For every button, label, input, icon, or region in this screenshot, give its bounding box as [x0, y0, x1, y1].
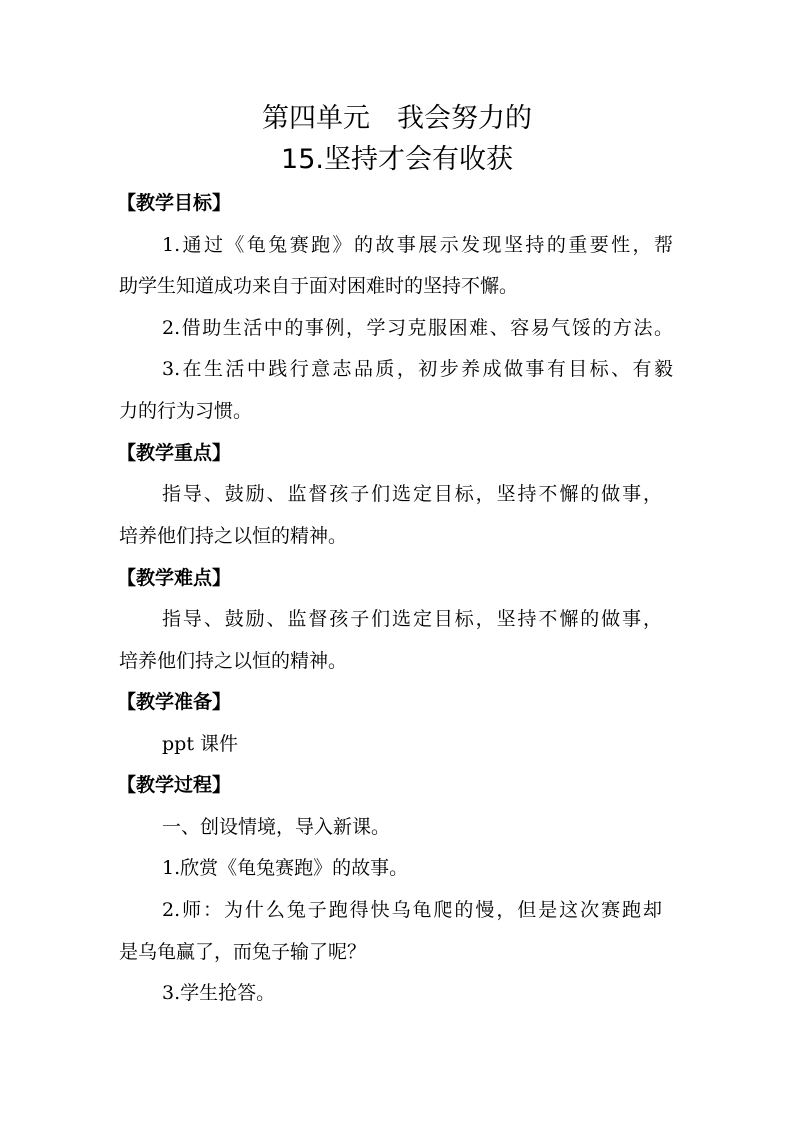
difficulty-line-2: 培养他们持之以恒的精神。 [119, 650, 348, 672]
key-point-line-1: 指导、鼓励、监督孩子们选定目标，坚持不懈的做事， [162, 483, 662, 505]
process-line-5: 3.学生抢答。 [162, 982, 276, 1004]
unit-title: 第四单元 我会努力的 [262, 103, 532, 134]
objective-line-3: 2.借助生活中的事例，学习克服困难、容易气馁的方法。 [162, 317, 673, 339]
heading-preparation: 【教学准备】 [117, 691, 232, 713]
heading-key-points: 【教学重点】 [117, 442, 232, 464]
key-point-line-2: 培养他们持之以恒的精神。 [119, 525, 348, 547]
process-line-4: 是乌龟赢了，而兔子输了呢？ [119, 941, 367, 963]
heading-difficulties: 【教学难点】 [117, 567, 232, 589]
process-line-1: 一、创设情境，导入新课。 [162, 816, 391, 838]
heading-objectives: 【教学目标】 [117, 192, 232, 214]
objective-line-1: 1.通过《龟兔赛跑》的故事展示发现坚持的重要性，帮 [162, 234, 673, 256]
preparation-line-1: ppt 课件 [162, 733, 239, 755]
objective-line-4: 3.在生活中践行意志品质，初步养成做事有目标、有毅 [162, 358, 673, 380]
objective-line-5: 力的行为习惯。 [119, 400, 253, 422]
difficulty-line-1: 指导、鼓励、监督孩子们选定目标，坚持不懈的做事， [162, 608, 662, 630]
process-line-3: 2.师：为什么兔子跑得快乌龟爬的慢，但是这次赛跑却 [162, 899, 662, 921]
objective-line-2: 助学生知道成功来自于面对困难时的坚持不懈。 [119, 275, 519, 297]
lesson-title: 15.坚持才会有收获 [281, 144, 513, 175]
process-line-2: 1.欣赏《龟兔赛跑》的故事。 [162, 857, 409, 879]
heading-process: 【教学过程】 [117, 774, 232, 796]
